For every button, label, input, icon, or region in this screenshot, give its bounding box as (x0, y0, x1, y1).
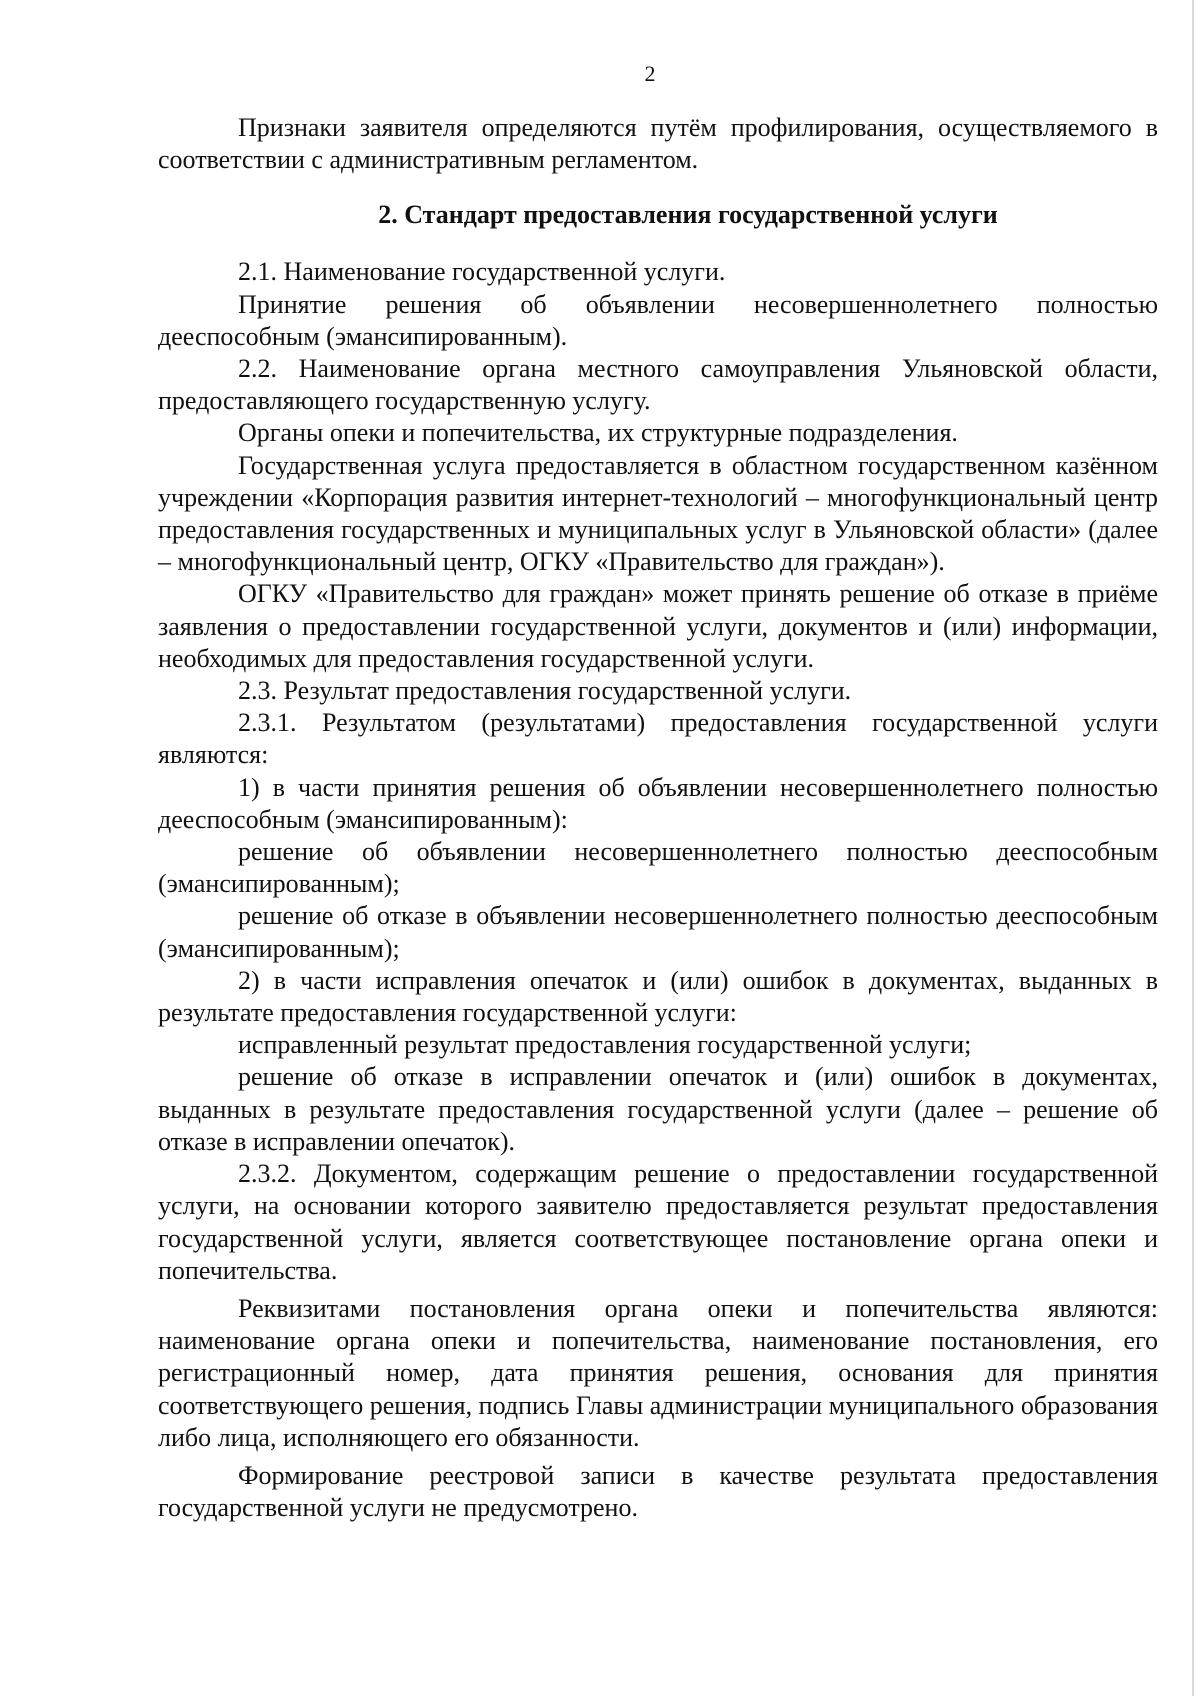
paragraph-2-3-1: 2.3.1. Результатом (результатами) предоставления государственной услуги являются: (158, 708, 1158, 770)
paragraph-result-item-2: 2) в части исправления опечаток и (или) ошибок в документах, выданных в результате предоставления государственной услуги: (158, 965, 1158, 1028)
paragraph-2-1: 2.1. Наименование государственной услуги. (238, 257, 726, 287)
paragraph-result-item-1: 1) в части принятия решения об объявлении несовершеннолетнего полностью дееспособным (эмансипированным): (158, 772, 1158, 834)
paragraph-decision-emancipation: решение об объявлении несовершеннолетнего полностью дееспособным (эмансипированным); (158, 837, 1158, 899)
paragraph-resolution-details: Реквизитами постановления органа опеки и попечительства являются: наименование органа опеки и попечительства, наименование постановления, его регистрационный номер, дата принятия решения, основания для принятия соответствующего решения, подпись Главы администрации муниципального образования либо лица, исполняющего его обязанности. (158, 1293, 1158, 1452)
paragraph-registry-record: Формирование реестровой записи в качестве результата предоставления государственной услуги не предусмотрено. (158, 1460, 1158, 1523)
scan-edge-line (1192, 0, 1194, 1696)
paragraph-mfc: Государственная услуга предоставляется в областном государственном казённом учреждении «Корпорация развития интернет-технологий – многофункциональный центр предоставления государственных и муниципальных услуг в Ульяновской области» (далее – многофункциональный центр, ОГКУ «Правительство для граждан»). (158, 450, 1158, 577)
paragraph-corrected-result: исправленный результат предоставления государственной услуги; (238, 1030, 972, 1060)
section-heading: 2. Стандарт предоставления государственной услуги (378, 200, 998, 230)
paragraph-decision-refusal: решение об отказе в объявлении несовершеннолетнего полностью дееспособным (эмансипированным); (158, 901, 1158, 963)
paragraph-service-name: Принятие решения об объявлении несовершеннолетнего полностью дееспособным (эмансипированным). (158, 289, 1158, 351)
paragraph-2-2: 2.2. Наименование органа местного самоуправления Ульяновской области, предоставляющего государственную услугу. (158, 354, 1158, 416)
paragraph-ogku-refusal: ОГКУ «Правительство для граждан» может принять решение об отказе в приёме заявления о предоставлении государственной услуги, документов и (или) информации, необходимых для предоставления государственной услуги. (158, 579, 1158, 673)
paragraph-correction-refusal: решение об отказе в исправлении опечаток и (или) ошибок в документах, выданных в результате предоставления государственной услуги (далее – решение об отказе в исправлении опечаток). (158, 1062, 1158, 1156)
paragraph-2-3: 2.3. Результат предоставления государственной услуги. (238, 676, 852, 706)
document-body (158, 112, 1158, 1524)
page-number: 2 (644, 61, 656, 86)
paragraph-applicant-criteria: Признаки заявителя определяются путём профилирования, осуществляемого в соответствии с административным регламентом. (158, 113, 1158, 175)
paragraph-2-3-2: 2.3.2. Документом, содержащим решение о предоставлении государственной услуги, на основании которого заявителю предоставляется результат предоставления государственной услуги, является соответствующее постановление органа опеки и попечительства. (158, 1159, 1158, 1285)
paragraph-guardianship-bodies: Органы опеки и попечительства, их структурные подразделения. (238, 418, 958, 448)
